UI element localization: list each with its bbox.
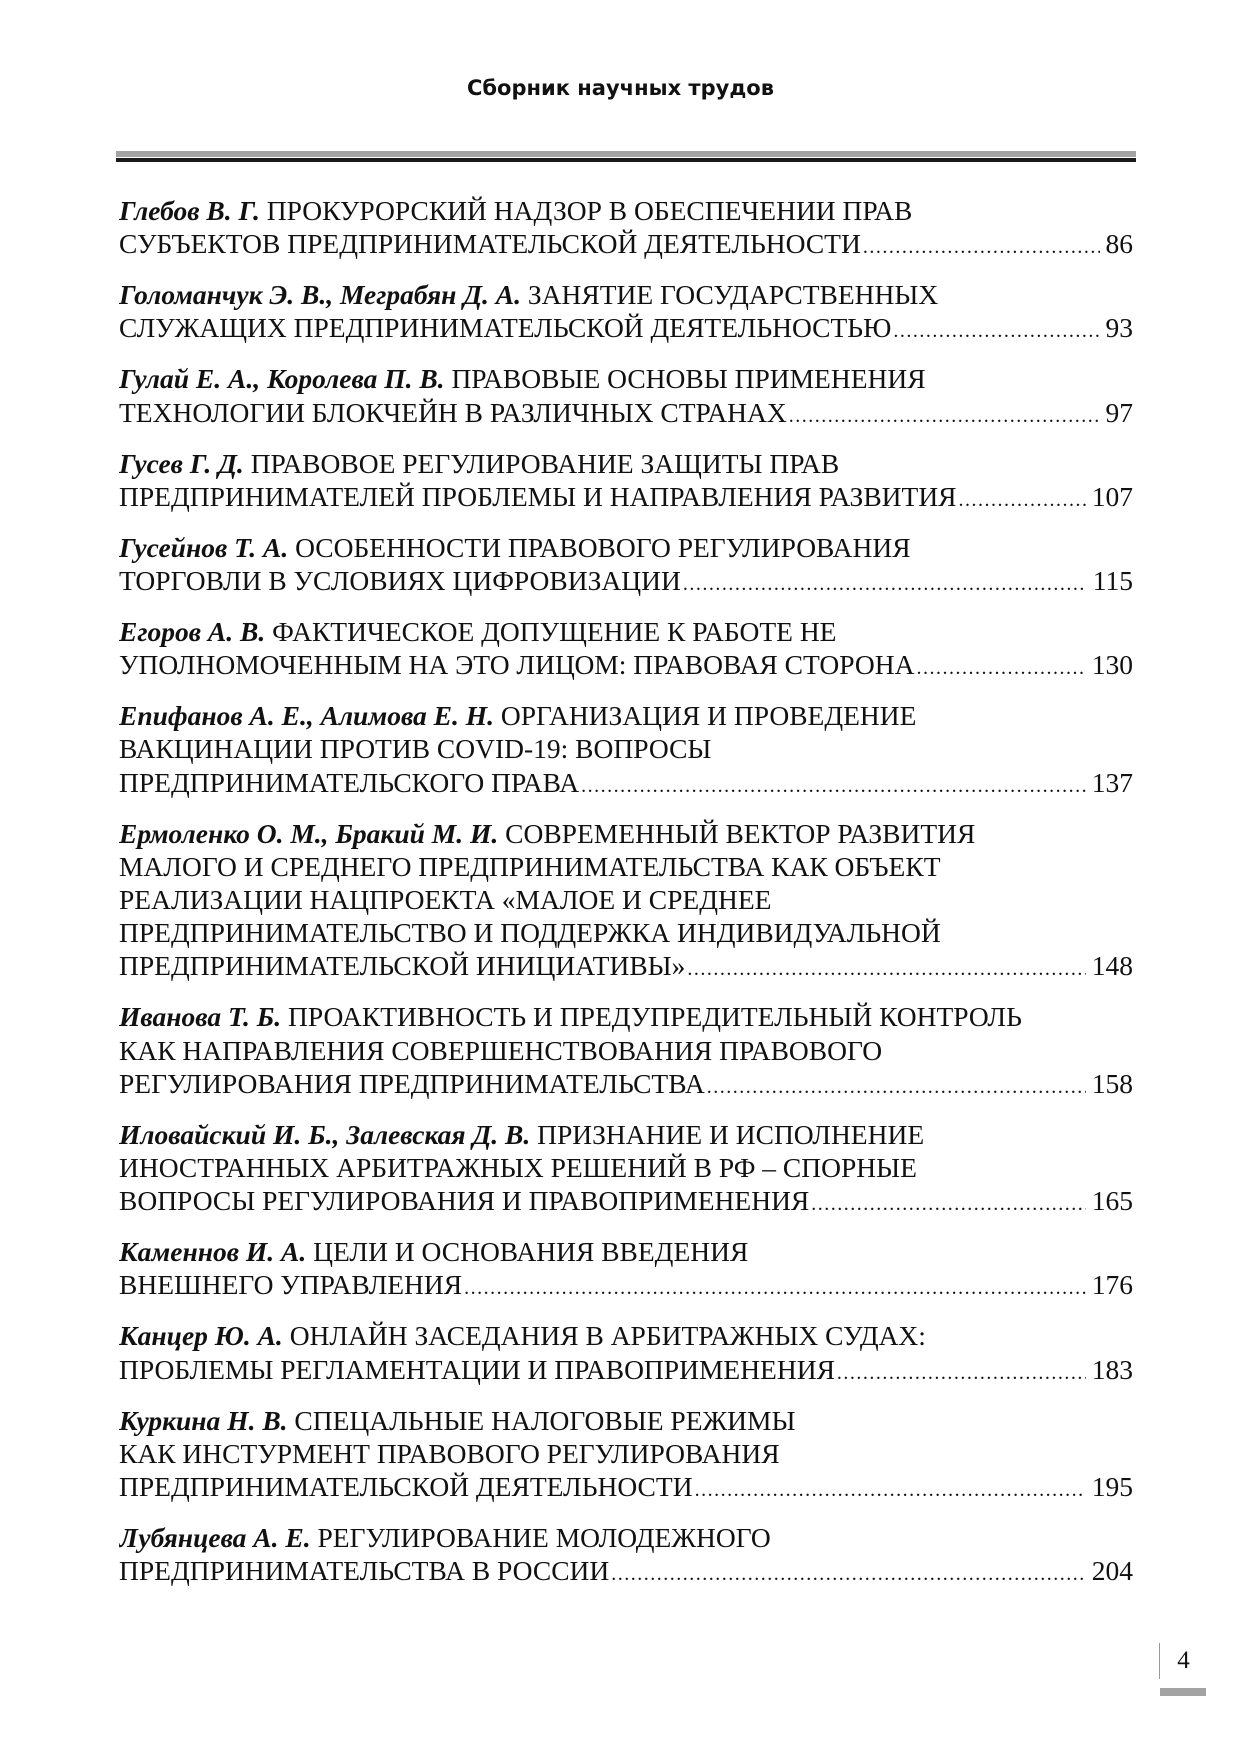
dot-leader: [464, 1272, 1086, 1305]
toc-title: ПРОКУРОРСКИЙ НАДЗОР В ОБЕСПЕЧЕНИИ ПРАВ: [266, 195, 913, 226]
toc-entry-last-line: [119, 1470, 1133, 1507]
toc-title: ПРОАКТИВНОСТЬ И ПРЕДУПРЕДИТЕЛЬНЫЙ КОНТРОЛЬ: [288, 1001, 1022, 1033]
toc-entry[interactable]: [119, 699, 1133, 803]
dot-leader: [581, 770, 1086, 803]
toc-page-number: 165: [1091, 1185, 1133, 1217]
toc-entry[interactable]: [119, 1118, 1133, 1222]
toc-title-line: ПРЕДПРИНИМАТЕЛЬСКОЙ ДЕЯТЕЛЬНОСТИ: [119, 1471, 693, 1503]
toc-title-line: УПОЛНОМОЧЕННЫМ НА ЭТО ЛИЦОМ: ПРАВОВАЯ СТОРОНА: [119, 649, 915, 681]
toc-authors: Глебов В. Г.: [119, 195, 260, 226]
toc-entry[interactable]: [119, 362, 1133, 432]
toc-page-number: 130: [1091, 649, 1133, 681]
toc-page-number: 107: [1091, 480, 1133, 512]
toc-authors: Куркина Н. В.: [119, 1404, 288, 1436]
toc-entry-last-line: [119, 1353, 1133, 1390]
toc-page-number: 204: [1091, 1555, 1133, 1587]
toc-entry[interactable]: [119, 194, 1133, 264]
toc-title-line: ПРЕДПРИНИМАТЕЛЕЙ ПРОБЛЕМЫ И НАПРАВЛЕНИЯ РАЗВИТИЯ: [119, 480, 957, 512]
toc-title-line: ТОРГОВЛИ В УСЛОВИЯХ ЦИФРОВИЗАЦИИ: [119, 565, 681, 597]
toc-authors: Ермоленко О. М., Бракий М. И.: [119, 817, 499, 849]
toc-title-line: ПРЕДПРИНИМАТЕЛЬСТВА В РОССИИ: [119, 1555, 610, 1587]
toc-title: ЦЕЛИ И ОСНОВАНИЯ ВВЕДЕНИЯ: [313, 1236, 749, 1268]
toc-entry[interactable]: [119, 531, 1133, 601]
toc-authors: Епифанов А. Е., Алимова Е. Н.: [119, 700, 495, 732]
toc-authors: Егоров А. В.: [119, 616, 266, 648]
dot-leader: [959, 484, 1086, 517]
toc-title-line: СУБЪЕКТОВ ПРЕДПРИНИМАТЕЛЬСКОЙ ДЕЯТЕЛЬНОСТИ: [119, 228, 861, 260]
footer-bar: [1160, 1688, 1206, 1696]
toc-entry[interactable]: [119, 1404, 1133, 1508]
toc-title-line: ВОПРОСЫ РЕГУЛИРОВАНИЯ И ПРАВОПРИМЕНЕНИЯ: [119, 1185, 810, 1217]
toc-authors: Лубянцева А. Е.: [119, 1522, 311, 1554]
toc-authors: Гусейнов Т. А.: [119, 531, 289, 563]
toc-title-line: ИНОСТРАННЫХ АРБИТРАЖНЫХ РЕШЕНИЙ В РФ – СПОРНЫЕ: [119, 1152, 917, 1184]
header-rule-gray: [116, 151, 1136, 157]
toc-title-line: ТЕХНОЛОГИИ БЛОКЧЕЙН В РАЗЛИЧНЫХ СТРАНАХ: [119, 396, 787, 428]
toc-entry[interactable]: [119, 1000, 1133, 1104]
toc-entry[interactable]: [119, 447, 1133, 517]
dot-leader: [789, 400, 1100, 433]
toc-title: ОСОБЕННОСТИ ПРАВОВОГО РЕГУЛИРОВАНИЯ: [295, 531, 911, 563]
toc-entry-first-line: [119, 362, 1133, 395]
dot-leader: [687, 953, 1085, 986]
dot-leader: [917, 652, 1086, 685]
dot-leader: [695, 1474, 1086, 1507]
toc-title-line: ВАКЦИНАЦИИ ПРОТИВ COVID-19: ВОПРОСЫ: [119, 733, 712, 765]
toc-entry-first-line: [119, 615, 1133, 648]
toc-entry-first-line: [119, 194, 1133, 227]
toc-entry-first-line: [119, 1319, 1133, 1352]
toc-entry-last-line: [119, 311, 1133, 348]
dot-leader: [707, 1071, 1086, 1104]
toc-entry[interactable]: [119, 1521, 1133, 1591]
dot-leader: [811, 1188, 1085, 1221]
toc-entry-last-line: [119, 564, 1133, 601]
toc-page-number: 195: [1091, 1471, 1133, 1503]
dot-leader: [893, 315, 1099, 348]
toc-title: ФАКТИЧЕСКОЕ ДОПУЩЕНИЕ К РАБОТЕ НЕ: [272, 616, 837, 648]
toc-entry-first-line: [119, 447, 1133, 480]
running-header: Сборник научных трудов: [466, 76, 775, 100]
toc-title-line: КАК ИНСТУРМЕНТ ПРАВОВОГО РЕГУЛИРОВАНИЯ: [119, 1437, 780, 1469]
toc-title-line: ПРОБЛЕМЫ РЕГЛАМЕНТАЦИИ И ПРАВОПРИМЕНЕНИЯ: [119, 1353, 835, 1385]
toc-title: ПРАВОВОЕ РЕГУЛИРОВАНИЕ ЗАЩИТЫ ПРАВ: [250, 447, 840, 479]
toc-entry-first-line: [119, 1000, 1133, 1033]
toc-authors: Канцер Ю. А.: [119, 1320, 283, 1352]
toc-title: ПРИЗНАНИЕ И ИСПОЛНЕНИЕ: [537, 1118, 925, 1150]
toc-title: СПЕЦАЛЬНЫЕ НАЛОГОВЫЕ РЕЖИМЫ: [294, 1404, 796, 1436]
toc-entry-first-line: [119, 1521, 1133, 1554]
toc-entry-first-line: [119, 531, 1133, 564]
toc-entry-last-line: [119, 1268, 1133, 1305]
toc-title-line: ПРЕДПРИНИМАТЕЛЬСТВО И ПОДДЕРЖКА ИНДИВИДУАЛЬНОЙ: [119, 917, 941, 949]
toc-page-number: 137: [1091, 766, 1133, 798]
toc-page-number: 93: [1105, 312, 1133, 344]
toc-entry-last-line: [119, 396, 1133, 433]
toc-entry-last-line: [119, 1184, 1133, 1221]
toc-authors: Гусев Г. Д.: [119, 447, 244, 479]
toc-entry-first-line: [119, 1118, 1133, 1151]
toc-entry-last-line: [119, 1067, 1133, 1104]
toc-title: ОНЛАЙН ЗАСЕДАНИЯ В АРБИТРАЖНЫХ СУДАХ:: [289, 1320, 926, 1352]
toc-page-number: 183: [1091, 1353, 1133, 1385]
toc-page-number: 176: [1091, 1269, 1133, 1301]
toc-page-number: 158: [1091, 1067, 1133, 1099]
toc-authors: Иловайский И. Б., Залевская Д. В.: [119, 1118, 531, 1150]
toc-page-number: 115: [1092, 565, 1133, 597]
toc-authors: Иванова Т. Б.: [119, 1001, 282, 1033]
toc-title-line: ВНЕШНЕГО УПРАВЛЕНИЯ: [119, 1269, 463, 1301]
toc-title: ПРАВОВЫЕ ОСНОВЫ ПРИМЕНЕНИЯ: [451, 363, 926, 395]
toc-authors: Голоманчук Э. В., Меграбян Д. А.: [119, 279, 522, 311]
toc-entry-first-line: [119, 278, 1133, 311]
toc-title-line: ПРЕДПРИНИМАТЕЛЬСКОЙ ИНИЦИАТИВЫ»: [119, 950, 686, 982]
toc-title-line: РЕАЛИЗАЦИИ НАЦПРОЕКТА «МАЛОЕ И СРЕДНЕЕ: [119, 884, 772, 916]
toc-title-line: КАК НАПРАВЛЕНИЯ СОВЕРШЕНСТВОВАНИЯ ПРАВОВОГО: [119, 1034, 883, 1066]
toc-title-line: СЛУЖАЩИХ ПРЕДПРИНИМАТЕЛЬСКОЙ ДЕЯТЕЛЬНОСТЬЮ: [119, 312, 892, 344]
toc-title: ОРГАНИЗАЦИЯ И ПРОВЕДЕНИЕ: [500, 700, 917, 732]
toc-title: ЗАНЯТИЕ ГОСУДАРСТВЕННЫХ: [527, 279, 939, 311]
toc-title: СОВРЕМЕННЫЙ ВЕКТОР РАЗВИТИЯ: [505, 817, 976, 849]
toc-entry-last-line: [119, 766, 1133, 803]
toc-title-line: РЕГУЛИРОВАНИЯ ПРЕДПРИНИМАТЕЛЬСТВА: [119, 1067, 705, 1099]
toc-entry[interactable]: [119, 278, 1133, 348]
toc-entry[interactable]: [119, 817, 1133, 987]
toc-entry-first-line: [119, 1235, 1133, 1268]
toc-entry-last-line: [119, 648, 1133, 685]
dot-leader: [683, 568, 1087, 601]
toc-entry-last-line: [119, 949, 1133, 986]
dot-leader: [863, 231, 1100, 264]
toc-entry-last-line: [119, 227, 1133, 264]
toc-authors: Гулай Е. А., Королева П. В.: [119, 363, 445, 395]
toc-page-number: 86: [1105, 228, 1133, 260]
toc-title: РЕГУЛИРОВАНИЕ МОЛОДЕЖНОГО: [317, 1522, 771, 1554]
toc-entry[interactable]: [119, 1235, 1133, 1305]
header-rule-black: [116, 158, 1136, 162]
toc-entry-last-line: [119, 1554, 1133, 1591]
toc-entry-last-line: [119, 480, 1133, 517]
toc-page-number: 97: [1105, 396, 1133, 428]
toc-title-line: ПРЕДПРИНИМАТЕЛЬСКОГО ПРАВА: [119, 766, 580, 798]
toc-entry[interactable]: [119, 615, 1133, 685]
toc-title-line: МАЛОГО И СРЕДНЕГО ПРЕДПРИНИМАТЕЛЬСТВА КАК ОБЪЕКТ: [119, 850, 941, 882]
dot-leader: [837, 1357, 1086, 1390]
toc-entry-first-line: [119, 817, 1133, 850]
toc-entry-first-line: [119, 699, 1133, 732]
dot-leader: [611, 1558, 1085, 1591]
page-number: 4: [1159, 1643, 1207, 1679]
toc-authors: Каменнов И. А.: [119, 1236, 307, 1268]
toc-entry-first-line: [119, 1404, 1133, 1437]
table-of-contents: [119, 194, 1133, 1605]
toc-page-number: 148: [1091, 950, 1133, 982]
toc-entry[interactable]: [119, 1319, 1133, 1389]
